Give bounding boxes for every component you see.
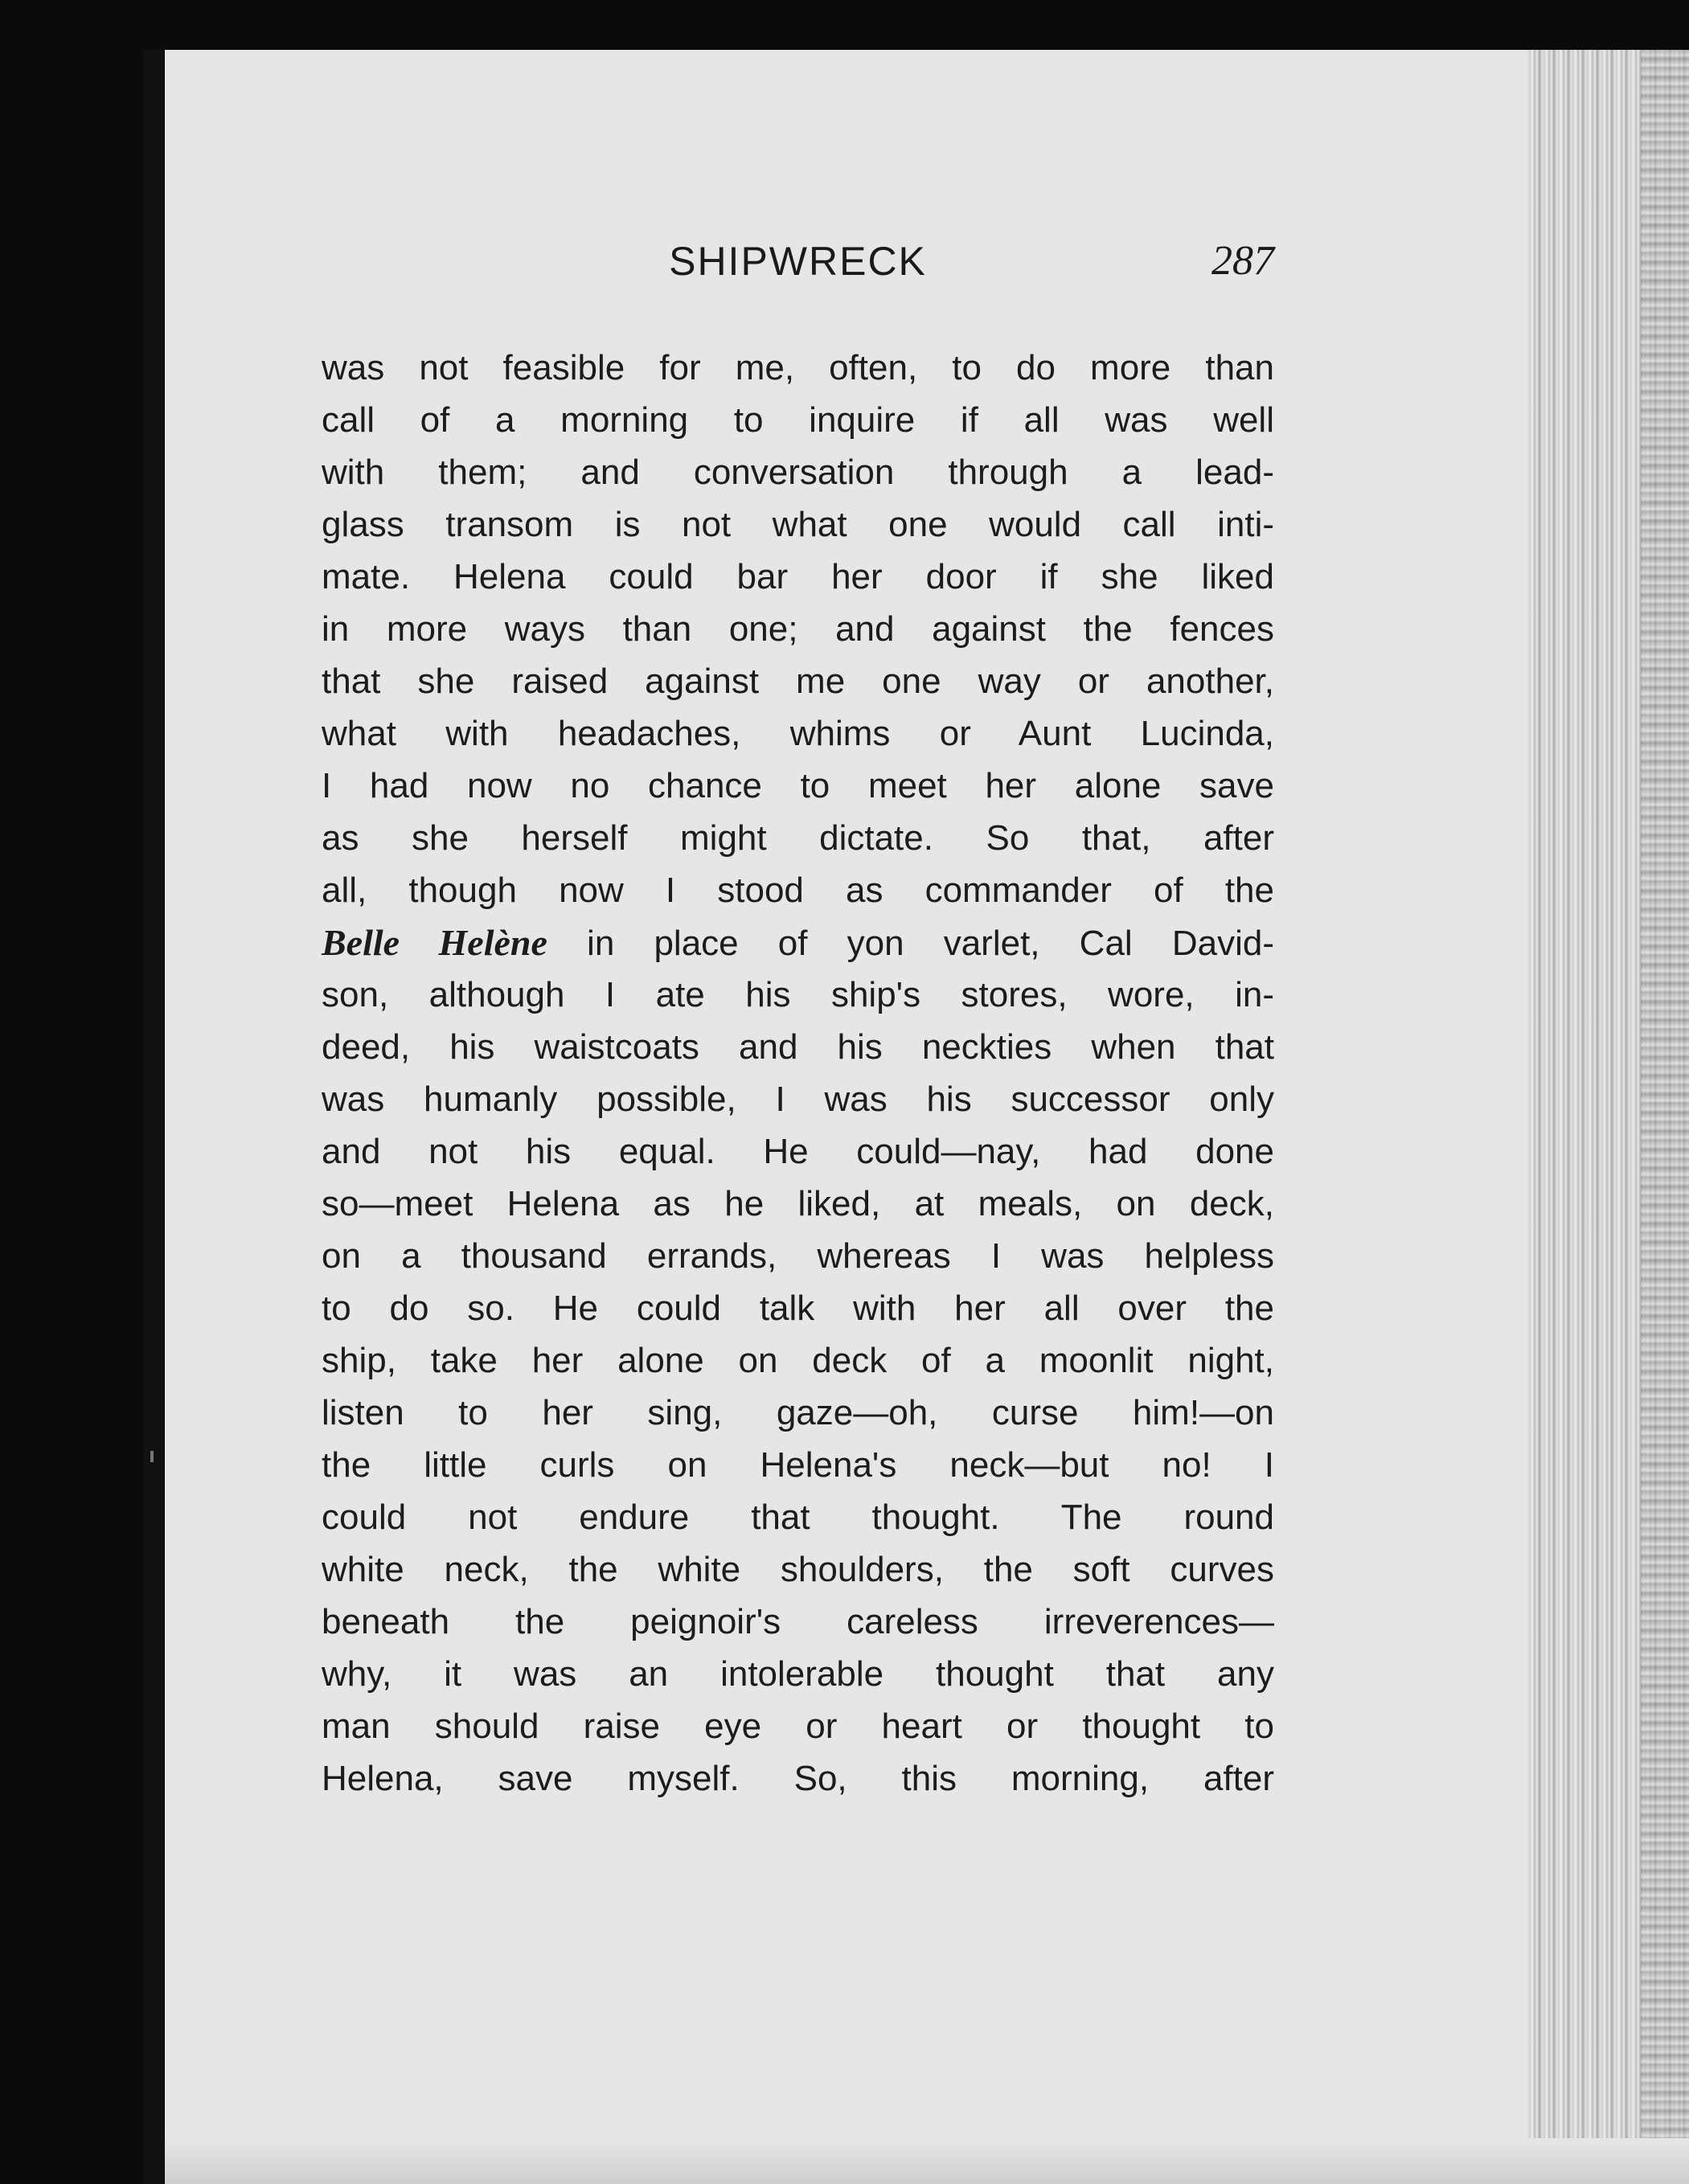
page-bottom-shadow	[165, 2138, 1689, 2184]
text-line: on a thousand errands, whereas I was helpless	[322, 1236, 1274, 1276]
text-line: son, although I ate his ship's stores, wore, in-	[322, 975, 1274, 1014]
text-line: so—meet Helena as he liked, at meals, on deck,	[322, 1184, 1274, 1223]
text-line: ship, take her alone on deck of a moonlit night,	[322, 1341, 1274, 1380]
text-line: was not feasible for me, often, to do more than	[322, 348, 1274, 387]
text-line-with-ship-name	[322, 916, 1274, 969]
text-line: man should raise eye or heart or thought to	[322, 1707, 1274, 1746]
binding-shadow	[143, 50, 164, 2184]
running-header	[322, 233, 1274, 297]
body-text	[322, 342, 1274, 1805]
ship-name: Belle Helène	[322, 922, 547, 963]
text-line: that she raised against me one way or another,	[322, 662, 1274, 701]
text-line: as she herself might dictate. So that, after	[322, 818, 1274, 858]
text-line: mate. Helena could bar her door if she liked	[322, 557, 1274, 596]
scan-border-top	[0, 0, 1689, 50]
text-line: all, though now I stood as commander of the	[322, 871, 1274, 910]
text-line: why, it was an intolerable thought that any	[322, 1654, 1274, 1694]
text-line: deed, his waistcoats and his neckties when that	[322, 1027, 1274, 1067]
text-line: could not endure that thought. The round	[322, 1498, 1274, 1537]
text-line: listen to her sing, gaze—oh, curse him!—on	[322, 1393, 1274, 1432]
text-line: the little curls on Helena's neck—but no! I	[322, 1445, 1274, 1485]
text-line: white neck, the white shoulders, the soft curves	[322, 1550, 1274, 1589]
margin-mark	[150, 1451, 154, 1462]
text-line: what with headaches, whims or Aunt Lucinda,	[322, 714, 1274, 753]
text-line: and not his equal. He could—nay, had done	[322, 1132, 1274, 1171]
text-line: I had now no chance to meet her alone save	[322, 766, 1274, 805]
text-line: call of a morning to inquire if all was well	[322, 400, 1274, 440]
text-line: with them; and conversation through a lead-	[322, 453, 1274, 492]
text-line: glass transom is not what one would call inti-	[322, 505, 1274, 544]
text-line: beneath the peignoir's careless irreverences—	[322, 1602, 1274, 1641]
text-line: to do so. He could talk with her all over the	[322, 1289, 1274, 1328]
page-number: 287	[1211, 238, 1274, 284]
running-title: SHIPWRECK	[669, 239, 927, 284]
text-line: Helena, save myself. So, this morning, after	[322, 1759, 1274, 1798]
text-line: in more ways than one; and against the fences	[322, 609, 1274, 649]
page-edge-stack	[1527, 50, 1689, 2184]
text-line-rest: in place of yon varlet, Cal David-	[547, 924, 1274, 963]
text-line: was humanly possible, I was his successor only	[322, 1080, 1274, 1119]
scan-border-left	[0, 0, 165, 2184]
